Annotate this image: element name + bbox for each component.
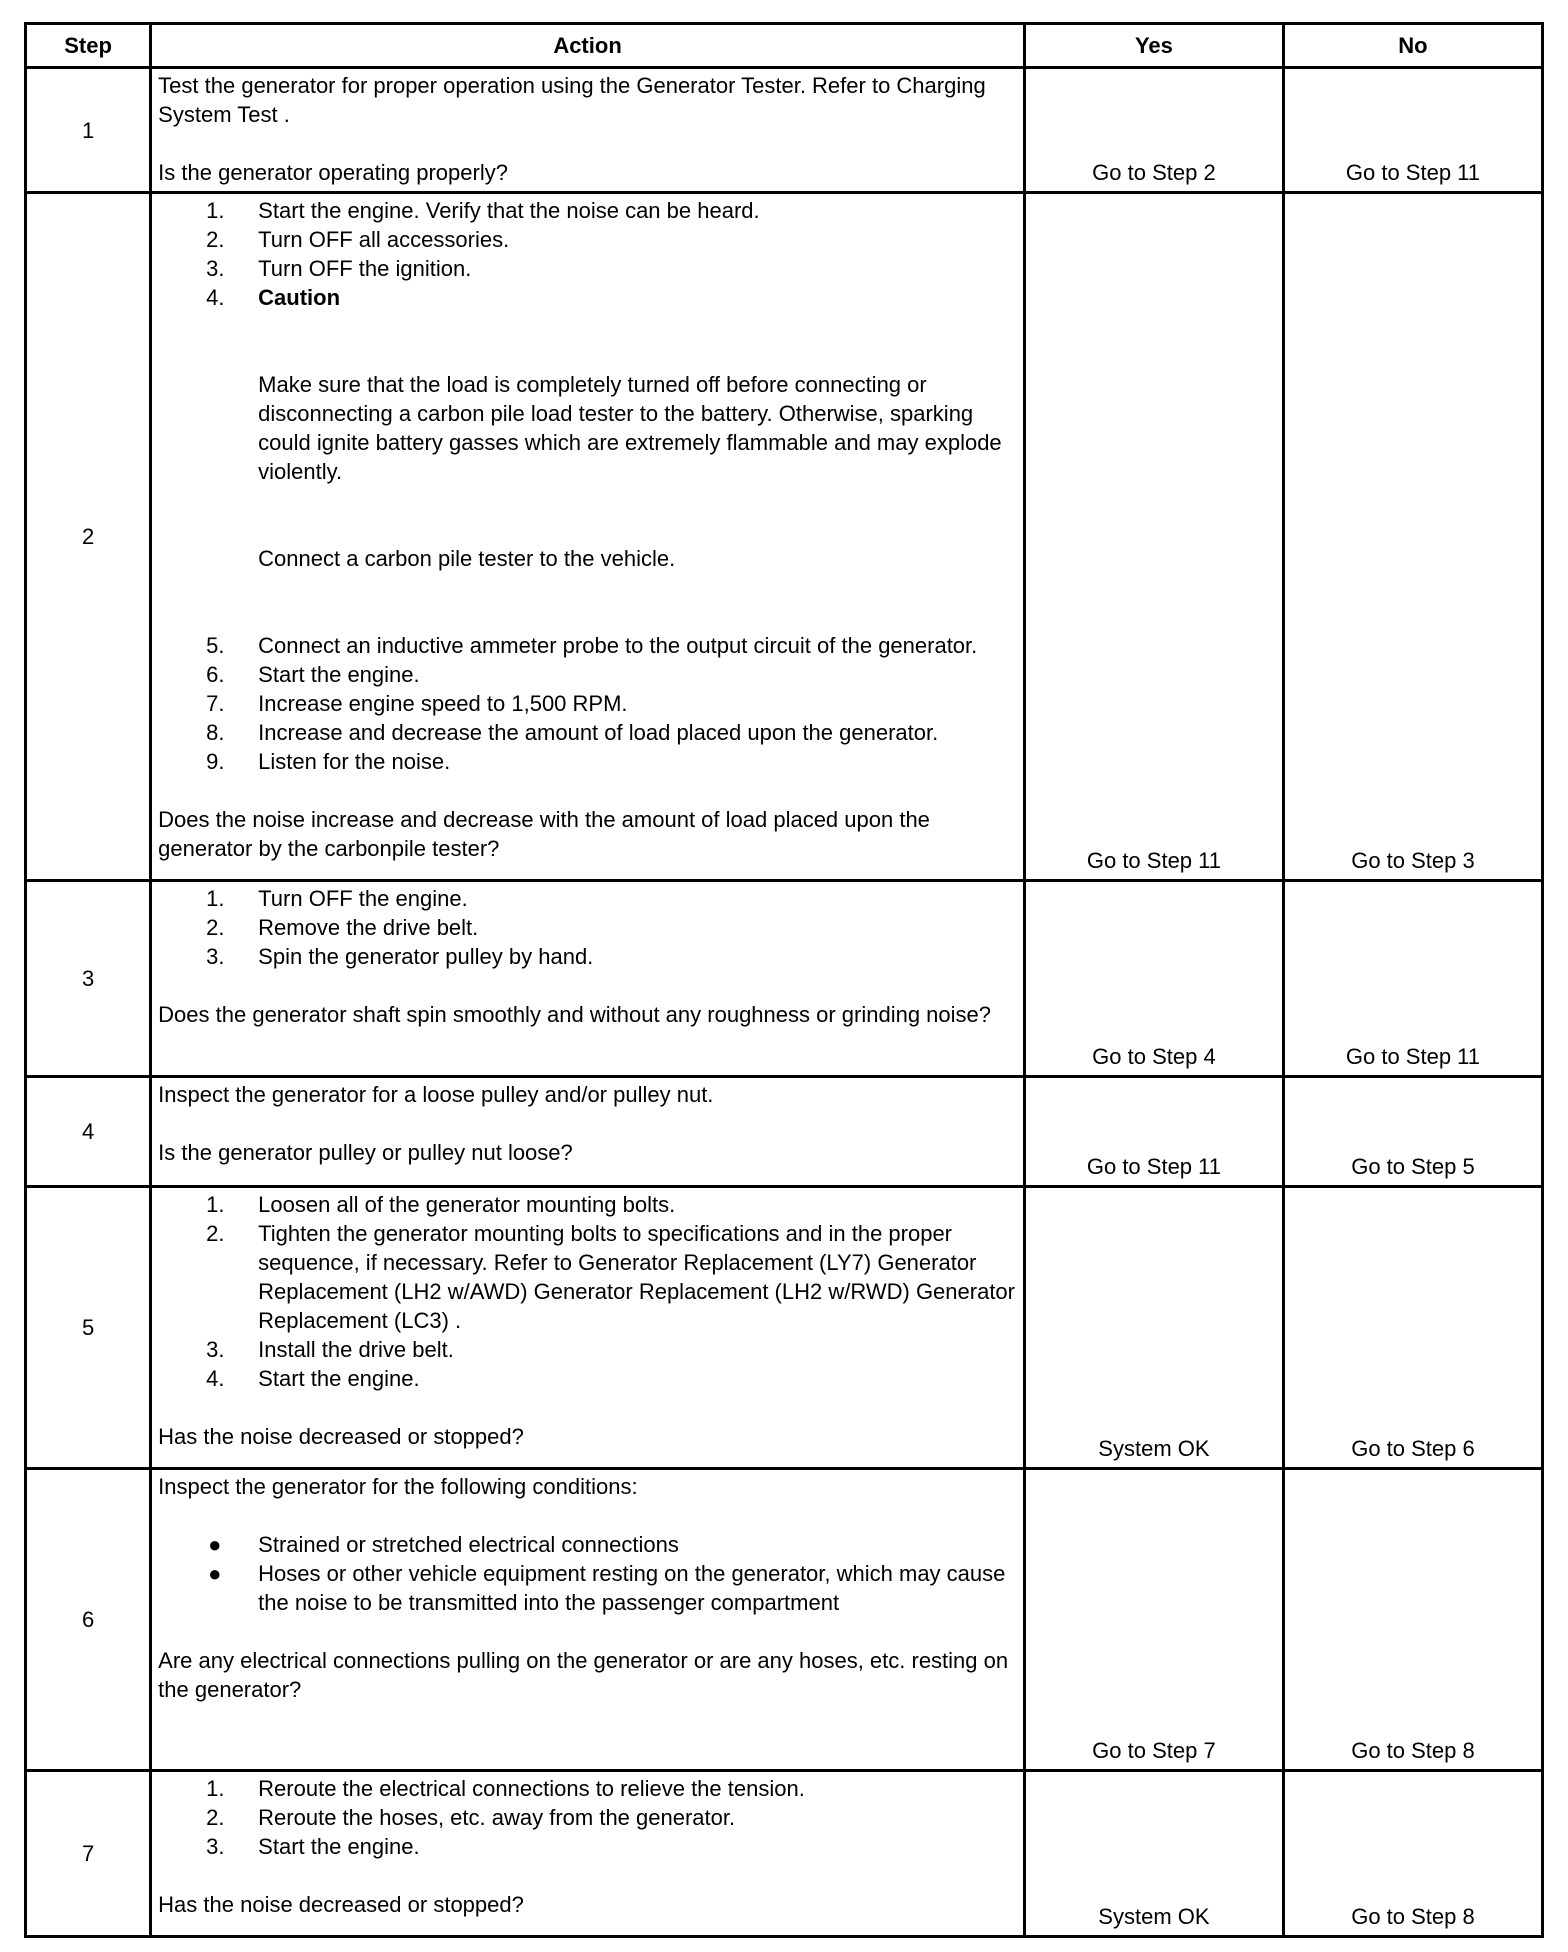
list-item: 9. Listen for the noise. bbox=[206, 749, 451, 774]
caution-text: Make sure that the load is completely turned off before connecting or disconnecting a carbon pile load tester to the battery. Otherwise, sparking could ignite battery gasses which are extremely flammable and may explode violently. bbox=[258, 372, 1002, 484]
action-list bbox=[158, 884, 1017, 971]
action-cell bbox=[151, 1469, 1025, 1771]
step-number: 1 bbox=[26, 68, 151, 193]
list-item: 3. Turn OFF the ignition. bbox=[206, 256, 472, 281]
no-result: Go to Step 11 bbox=[1283, 881, 1542, 1077]
yes-header: Yes bbox=[1024, 24, 1283, 68]
diagnostic-table-page bbox=[24, 22, 1544, 1938]
header-row bbox=[26, 24, 1543, 68]
yes-result: Go to Step 2 bbox=[1024, 68, 1283, 193]
no-result: Go to Step 3 bbox=[1283, 193, 1542, 881]
action-list bbox=[158, 196, 1017, 776]
action-cell bbox=[151, 1077, 1025, 1187]
action-intro: Inspect the generator for a loose pulley and/or pulley nut. bbox=[158, 1082, 714, 1107]
list-item: 1. Start the engine. Verify that the noise can be heard. bbox=[206, 198, 760, 223]
bullet-list bbox=[158, 1530, 1017, 1617]
list-item: 2. Turn OFF all accessories. bbox=[206, 227, 510, 252]
action-question: Has the noise decreased or stopped? bbox=[158, 1424, 524, 1449]
step-number: 3 bbox=[26, 881, 151, 1077]
list-item: 3. Start the engine. bbox=[206, 1834, 420, 1859]
action-cell bbox=[151, 68, 1025, 193]
step-number: 5 bbox=[26, 1187, 151, 1469]
action-cell bbox=[151, 1187, 1025, 1469]
table-row bbox=[26, 193, 1543, 881]
table-row bbox=[26, 1187, 1543, 1469]
action-question: Does the generator shaft spin smoothly and without any roughness or grinding noise? bbox=[158, 1002, 992, 1027]
step-header: Step bbox=[26, 24, 151, 68]
step-number: 4 bbox=[26, 1077, 151, 1187]
no-result: Go to Step 5 bbox=[1283, 1077, 1542, 1187]
action-question: Are any electrical connections pulling on the generator or are any hoses, etc. resting on the generator? bbox=[158, 1648, 1009, 1702]
action-cell bbox=[151, 193, 1025, 881]
action-question: Is the generator pulley or pulley nut loose? bbox=[158, 1140, 573, 1165]
no-result: Go to Step 8 bbox=[1283, 1771, 1542, 1937]
table-row bbox=[26, 1077, 1543, 1187]
list-item: ● Strained or stretched electrical connections bbox=[208, 1532, 679, 1557]
list-item: 4. Start the engine. bbox=[206, 1366, 420, 1391]
list-item: 1. Turn OFF the engine. bbox=[206, 886, 468, 911]
yes-result: Go to Step 7 bbox=[1024, 1469, 1283, 1771]
no-result: Go to Step 6 bbox=[1283, 1187, 1542, 1469]
yes-result: Go to Step 11 bbox=[1024, 193, 1283, 881]
list-item: 5. Connect an inductive ammeter probe to the output circuit of the generator. bbox=[206, 633, 978, 658]
table-row bbox=[26, 1469, 1543, 1771]
table-row bbox=[26, 1771, 1543, 1937]
list-item: ● Hoses or other vehicle equipment resting on the generator, which may cause the noise to be transmitted into the passenger compartment bbox=[208, 1561, 1006, 1615]
action-intro: Test the generator for proper operation using the Generator Tester. Refer to Charging System Test . bbox=[158, 73, 986, 127]
list-item: 7. Increase engine speed to 1,500 RPM. bbox=[206, 691, 628, 716]
table-row bbox=[26, 881, 1543, 1077]
action-question: Has the noise decreased or stopped? bbox=[158, 1892, 524, 1917]
action-cell bbox=[151, 881, 1025, 1077]
list-item: 3. Spin the generator pulley by hand. bbox=[206, 944, 594, 969]
no-result: Go to Step 11 bbox=[1283, 68, 1542, 193]
step-number: 7 bbox=[26, 1771, 151, 1937]
list-item: 3. Install the drive belt. bbox=[206, 1337, 454, 1362]
list-item: 8. Increase and decrease the amount of load placed upon the generator. bbox=[206, 720, 939, 745]
table-row bbox=[26, 68, 1543, 193]
yes-result: System OK bbox=[1024, 1771, 1283, 1937]
list-item: 2. Remove the drive belt. bbox=[206, 915, 479, 940]
action-intro: Inspect the generator for the following conditions: bbox=[158, 1474, 638, 1499]
list-item: 6. Start the engine. bbox=[206, 662, 420, 687]
action-question: Does the noise increase and decrease with the amount of load placed upon the generator by the carbonpile tester? bbox=[158, 807, 930, 861]
action-list bbox=[158, 1774, 1017, 1861]
list-item: 2. Tighten the generator mounting bolts to specifications and in the proper sequence, if necessary. Refer to Generator Replacement (LY7) Generator Replacement (LH2 w/AWD) Generator Replacement (LH2 w/RWD) Generator Replacement (LC3) . bbox=[206, 1221, 1015, 1333]
caution-action: Connect a carbon pile tester to the vehicle. bbox=[258, 546, 676, 571]
list-item: 2. Reroute the hoses, etc. away from the generator. bbox=[206, 1805, 736, 1830]
caution-label: Caution bbox=[258, 285, 341, 310]
diagnostic-table bbox=[24, 22, 1544, 1938]
action-list bbox=[158, 1190, 1017, 1393]
action-cell bbox=[151, 1771, 1025, 1937]
step-number: 2 bbox=[26, 193, 151, 881]
list-item: 4. Caution Make sure that the load is completely turned off before connecting or disconnecting a carbon pile load tester to the battery. Otherwise, sparking could ignite battery gasses which are extremely flammable and may explode violently. Connect a carbon pile tester to the vehicle. bbox=[158, 283, 1017, 631]
yes-result: Go to Step 4 bbox=[1024, 881, 1283, 1077]
list-item: 1. Loosen all of the generator mounting bolts. bbox=[206, 1192, 676, 1217]
action-header: Action bbox=[151, 24, 1025, 68]
no-result: Go to Step 8 bbox=[1283, 1469, 1542, 1771]
yes-result: Go to Step 11 bbox=[1024, 1077, 1283, 1187]
step-number: 6 bbox=[26, 1469, 151, 1771]
list-item: 1. Reroute the electrical connections to relieve the tension. bbox=[206, 1776, 805, 1801]
no-header: No bbox=[1283, 24, 1542, 68]
yes-result: System OK bbox=[1024, 1187, 1283, 1469]
action-question: Is the generator operating properly? bbox=[158, 160, 508, 185]
